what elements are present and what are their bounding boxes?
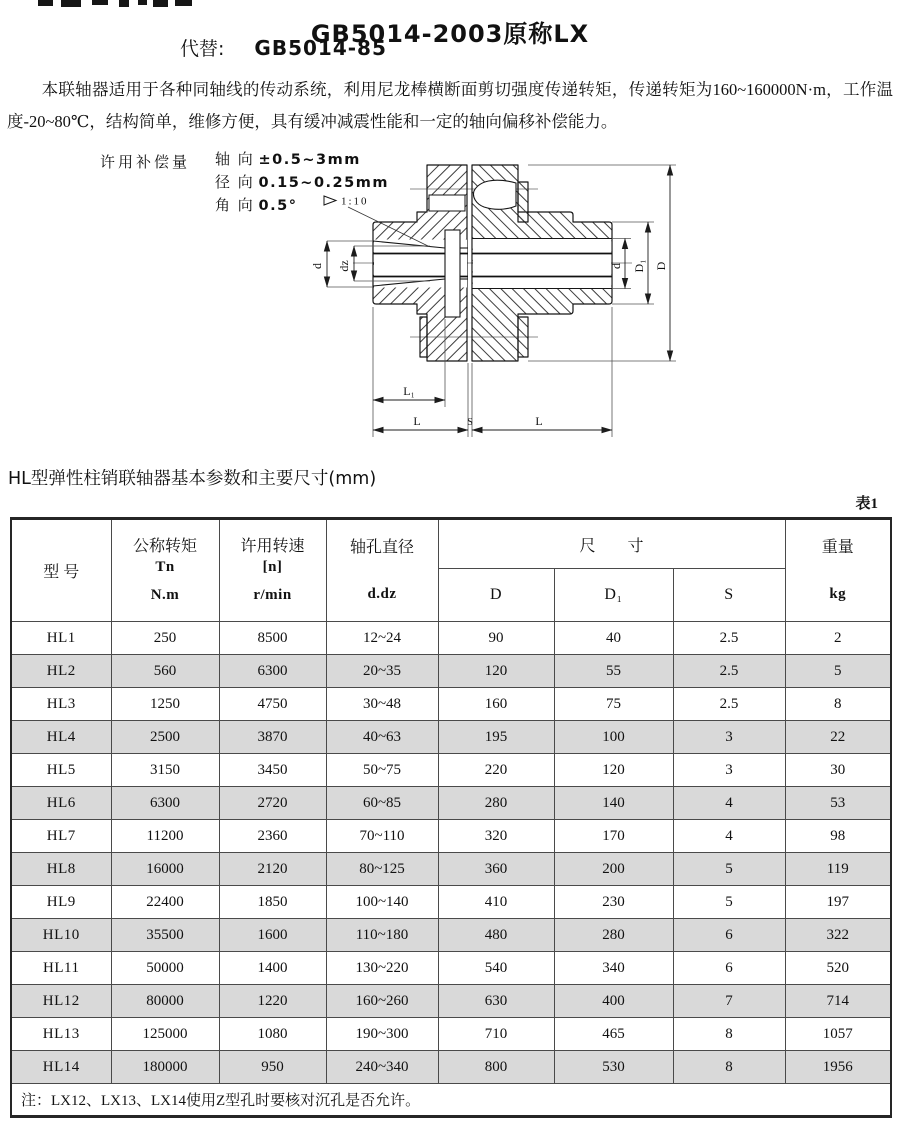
value-cell: 1956 [785,1051,891,1084]
table-row [11,853,891,886]
value-cell: 4 [673,820,785,853]
dim-d-left: d [310,263,324,269]
value-cell: 40~63 [326,721,438,754]
value-cell: 120 [438,655,554,688]
value-cell: 400 [554,985,673,1018]
table-body [11,622,891,1084]
value-cell: 1250 [111,688,219,721]
table-note-row [11,1084,891,1117]
model-cell: HL9 [11,886,111,919]
value-cell: 3870 [219,721,326,754]
table-row [11,1051,891,1084]
value-cell: 16000 [111,853,219,886]
value-cell: 60~85 [326,787,438,820]
table-number: 表1 [855,496,878,512]
value-cell: 3450 [219,754,326,787]
value-cell: 6 [673,952,785,985]
value-cell: 4750 [219,688,326,721]
value-cell: 2.5 [673,655,785,688]
value-cell: 190~300 [326,1018,438,1051]
model-cell: HL10 [11,919,111,952]
table-row [11,886,891,919]
table-row [11,754,891,787]
value-cell: 80000 [111,985,219,1018]
value-cell: 240~340 [326,1051,438,1084]
model-cell: HL12 [11,985,111,1018]
model-cell: HL1 [11,622,111,655]
axial-compensation: 轴 向 ±0.5~3mm [215,152,361,168]
radial-compensation: 径 向 0.15~0.25mm [215,175,389,191]
value-cell: 2 [785,622,891,655]
value-cell: 280 [438,787,554,820]
dim-D1: D₁ [632,259,646,273]
angular-compensation: 角 向 0.5° [215,198,298,214]
value-cell: 100 [554,721,673,754]
value-cell: 322 [785,919,891,952]
value-cell: 465 [554,1018,673,1051]
value-cell: 50~75 [326,754,438,787]
value-cell: 950 [219,1051,326,1084]
value-cell: 140 [554,787,673,820]
value-cell: 8500 [219,622,326,655]
dim-L1: L₁ [403,384,415,398]
replaces-label: 代替: [180,38,225,60]
value-cell: 110~180 [326,919,438,952]
value-cell: 40 [554,622,673,655]
model-cell: HL4 [11,721,111,754]
replaces-line [180,34,387,61]
value-cell: 50000 [111,952,219,985]
dim-S: S [467,417,473,428]
value-cell: 120 [554,754,673,787]
value-cell: 6300 [111,787,219,820]
value-cell: 1220 [219,985,326,1018]
value-cell: 220 [438,754,554,787]
value-cell: 1400 [219,952,326,985]
model-cell: HL8 [11,853,111,886]
value-cell: 1057 [785,1018,891,1051]
dim-D: D [654,261,668,271]
value-cell: 22400 [111,886,219,919]
model-cell: HL11 [11,952,111,985]
value-cell: 8 [673,1018,785,1051]
col-header-D: D [438,569,554,622]
value-cell: 2.5 [673,622,785,655]
table-caption: HL型弹性柱销联轴器基本参数和主要尺寸(mm) [8,469,377,489]
model-cell: HL13 [11,1018,111,1051]
value-cell: 20~35 [326,655,438,688]
value-cell: 197 [785,886,891,919]
value-cell: 125000 [111,1018,219,1051]
value-cell: 170 [554,820,673,853]
value-cell: 100~140 [326,886,438,919]
value-cell: 530 [554,1051,673,1084]
table-note: 注：LX12、LX13、LX14使用Z型孔时要核对沉孔是否允许。 [11,1084,891,1117]
model-cell: HL14 [11,1051,111,1084]
replaced-standard: GB5014-85 [254,36,387,60]
table-row [11,919,891,952]
value-cell: 90 [438,622,554,655]
coupling-section-drawing [80,145,700,455]
value-cell: 230 [554,886,673,919]
value-cell: 5 [673,853,785,886]
value-cell: 6300 [219,655,326,688]
value-cell: 1600 [219,919,326,952]
value-cell: 2360 [219,820,326,853]
value-cell: 320 [438,820,554,853]
model-cell: HL6 [11,787,111,820]
col-header-D1: D₁ [554,569,673,622]
value-cell: 195 [438,721,554,754]
col-header-speed: 许用转速 [n] r/min [219,519,326,622]
value-cell: 714 [785,985,891,1018]
col-header-S: S [673,569,785,622]
parameter-table [10,517,892,1118]
value-cell: 1080 [219,1018,326,1051]
value-cell: 3 [673,721,785,754]
page-title: GB5014-2003原称LX [310,20,590,48]
dim-dz: dz [337,260,351,272]
value-cell: 22 [785,721,891,754]
dim-L-left: L [413,414,421,428]
value-cell: 710 [438,1018,554,1051]
value-cell: 160 [438,688,554,721]
value-cell: 250 [111,622,219,655]
table-row [11,820,891,853]
value-cell: 560 [111,655,219,688]
table-row [11,622,891,655]
value-cell: 540 [438,952,554,985]
value-cell: 1850 [219,886,326,919]
col-header-weight: 重量 kg [785,519,891,622]
value-cell: 2120 [219,853,326,886]
value-cell: 180000 [111,1051,219,1084]
pin-hole [429,195,465,211]
table-row [11,1018,891,1051]
value-cell: 630 [438,985,554,1018]
value-cell: 11200 [111,820,219,853]
value-cell: 75 [554,688,673,721]
col-header-bore: 轴孔直径 d.dz [326,519,438,622]
value-cell: 70~110 [326,820,438,853]
value-cell: 340 [554,952,673,985]
table-row [11,985,891,1018]
value-cell: 2.5 [673,688,785,721]
dim-L-right: L [535,414,543,428]
intro-paragraph: 本联轴器适用于各种同轴线的传动系统，利用尼龙棒横断面剪切强度传递转矩，传递转矩为160~160000N·m，工作温度-20~80℃，结构简单，维修方便，具有缓冲减震性能和一定的轴向偏移补偿能力。 [7,80,893,131]
compensation-label: 许用补偿量 [100,155,191,171]
value-cell: 280 [554,919,673,952]
model-cell: HL3 [11,688,111,721]
value-cell: 800 [438,1051,554,1084]
value-cell: 520 [785,952,891,985]
value-cell: 5 [785,655,891,688]
value-cell: 7 [673,985,785,1018]
value-cell: 5 [673,886,785,919]
value-cell: 200 [554,853,673,886]
value-cell: 130~220 [326,952,438,985]
value-cell: 8 [673,1051,785,1084]
col-header-model: 型 号 [11,519,111,622]
value-cell: 119 [785,853,891,886]
table-row [11,787,891,820]
model-cell: HL5 [11,754,111,787]
table-row [11,721,891,754]
value-cell: 35500 [111,919,219,952]
value-cell: 30 [785,754,891,787]
value-cell: 2720 [219,787,326,820]
value-cell: 2500 [111,721,219,754]
col-header-torque: 公称转矩 Tn N.m [111,519,219,622]
value-cell: 160~260 [326,985,438,1018]
elastic-pin [473,180,516,209]
table-row [11,655,891,688]
value-cell: 12~24 [326,622,438,655]
value-cell: 80~125 [326,853,438,886]
value-cell: 8 [785,688,891,721]
taper-ratio: 1:10 [341,195,369,208]
value-cell: 6 [673,919,785,952]
value-cell: 98 [785,820,891,853]
model-cell: HL2 [11,655,111,688]
dim-d-right: d [609,263,623,269]
table-row [11,952,891,985]
model-cell: HL7 [11,820,111,853]
col-header-size: 尺 寸 [438,519,785,569]
value-cell: 480 [438,919,554,952]
value-cell: 3 [673,754,785,787]
value-cell: 30~48 [326,688,438,721]
value-cell: 3150 [111,754,219,787]
table-row [11,688,891,721]
value-cell: 4 [673,787,785,820]
value-cell: 410 [438,886,554,919]
value-cell: 360 [438,853,554,886]
value-cell: 53 [785,787,891,820]
key-section [445,230,460,317]
value-cell: 55 [554,655,673,688]
taper-symbol [324,196,336,205]
